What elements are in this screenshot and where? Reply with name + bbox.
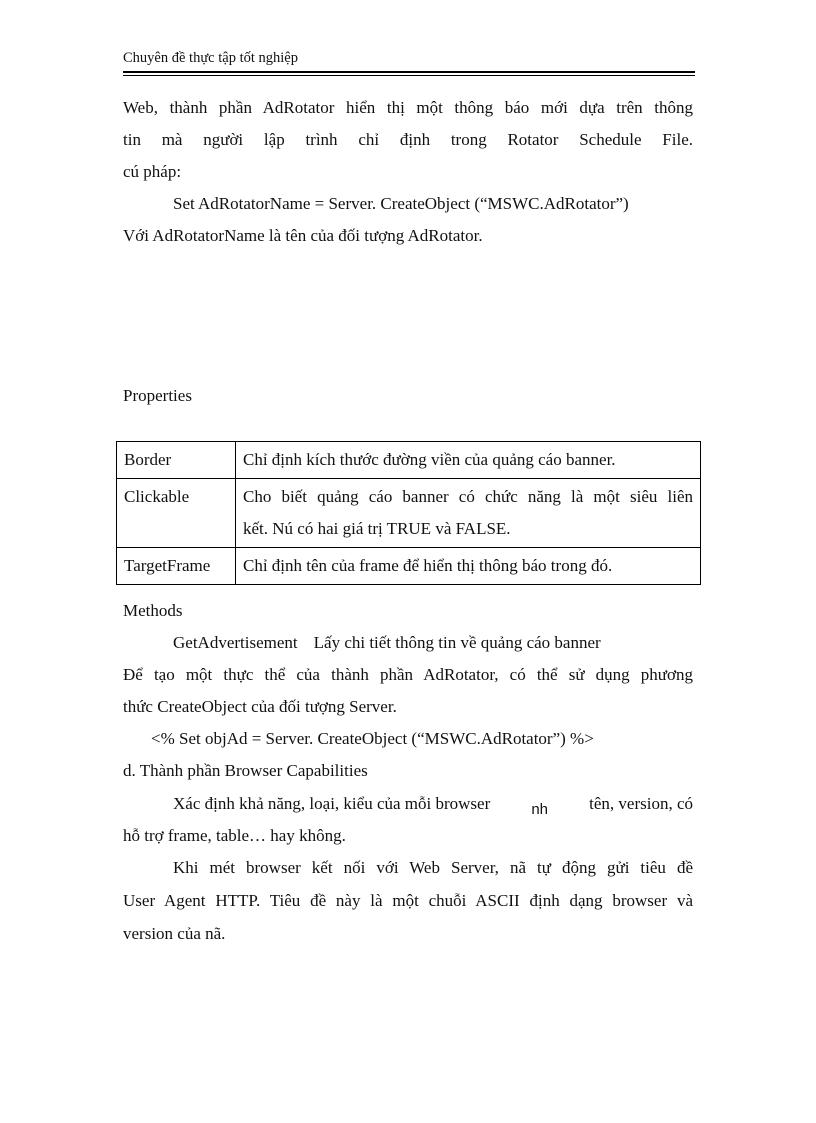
methods-heading: Methods xyxy=(123,601,183,620)
property-name: Border xyxy=(117,442,236,479)
syntax-line: Set AdRotatorName = Server. CreateObject (“MSWC.AdRotator”) xyxy=(173,194,629,213)
method-line xyxy=(123,627,693,659)
browser-p1-text-b: tên, version, có xyxy=(589,794,693,813)
property-name: TargetFrame xyxy=(117,548,236,585)
properties-heading: Properties xyxy=(123,386,192,405)
property-desc-text: Cho biết quảng cáo banner có chức năng là một siêu liên xyxy=(243,487,693,506)
browser-heading: d. Thành phần Browser Capabilities xyxy=(123,761,368,780)
table-row xyxy=(117,442,701,479)
browser-p2-line-3: version của nã. xyxy=(123,924,226,943)
property-desc-text: kết. Nú có hai giá trị TRUE và FALSE. xyxy=(243,519,511,538)
browser-p1-line-1 xyxy=(123,788,693,820)
browser-p1-line-2: hỗ trợ frame, table… hay không. xyxy=(123,826,346,845)
property-name: Clickable xyxy=(117,479,236,548)
page-header: Chuyên đề thực tập tốt nghiệp xyxy=(123,50,298,66)
browser-p1-text-a: Xác định khả năng, loại, kiểu của mỗi browser xyxy=(173,794,491,813)
property-desc xyxy=(236,479,701,548)
browser-p1-sub: nh xyxy=(531,801,549,818)
intro-line-1: Web, thành phần AdRotator hiển thị một thông báo mới dựa trên thông xyxy=(123,98,693,117)
table-row xyxy=(117,548,701,585)
browser-p2-line-1: Khi mét browser kết nối với Web Server, nã tự động gửi tiêu đề xyxy=(173,858,693,877)
properties-table xyxy=(116,441,701,585)
property-desc-text: Chỉ định kích thước đường viền của quảng cáo banner. xyxy=(243,450,616,469)
methods-para-line-1: Để tạo một thực thể của thành phần AdRotator, có thể sử dụng phương xyxy=(123,665,693,684)
property-desc xyxy=(236,442,701,479)
code-line: <% Set objAd = Server. CreateObject (“MSWC.AdRotator”) %> xyxy=(151,729,594,748)
intro-line-3: cú pháp: xyxy=(123,162,182,181)
table-row xyxy=(117,479,701,548)
intro-line-2: tin mà người lập trình chỉ định trong Rotator Schedule File. xyxy=(123,130,693,149)
method-desc: Lấy chi tiết thông tin về quảng cáo banner xyxy=(313,633,601,652)
header-rule-thick xyxy=(123,71,695,73)
method-name: GetAdvertisement xyxy=(173,633,298,652)
browser-p2-line-2: User Agent HTTP. Tiêu đề này là một chuỗi ASCII định dạng browser và xyxy=(123,891,693,910)
property-desc-text: Chỉ định tên của frame để hiển thị thông báo trong đó. xyxy=(243,556,613,575)
header-rule-thin xyxy=(123,75,695,76)
methods-para-line-2: thức CreateObject của đối tượng Server. xyxy=(123,697,397,716)
syntax-note: Với AdRotatorName là tên của đối tượng AdRotator. xyxy=(123,226,483,245)
property-desc xyxy=(236,548,701,585)
